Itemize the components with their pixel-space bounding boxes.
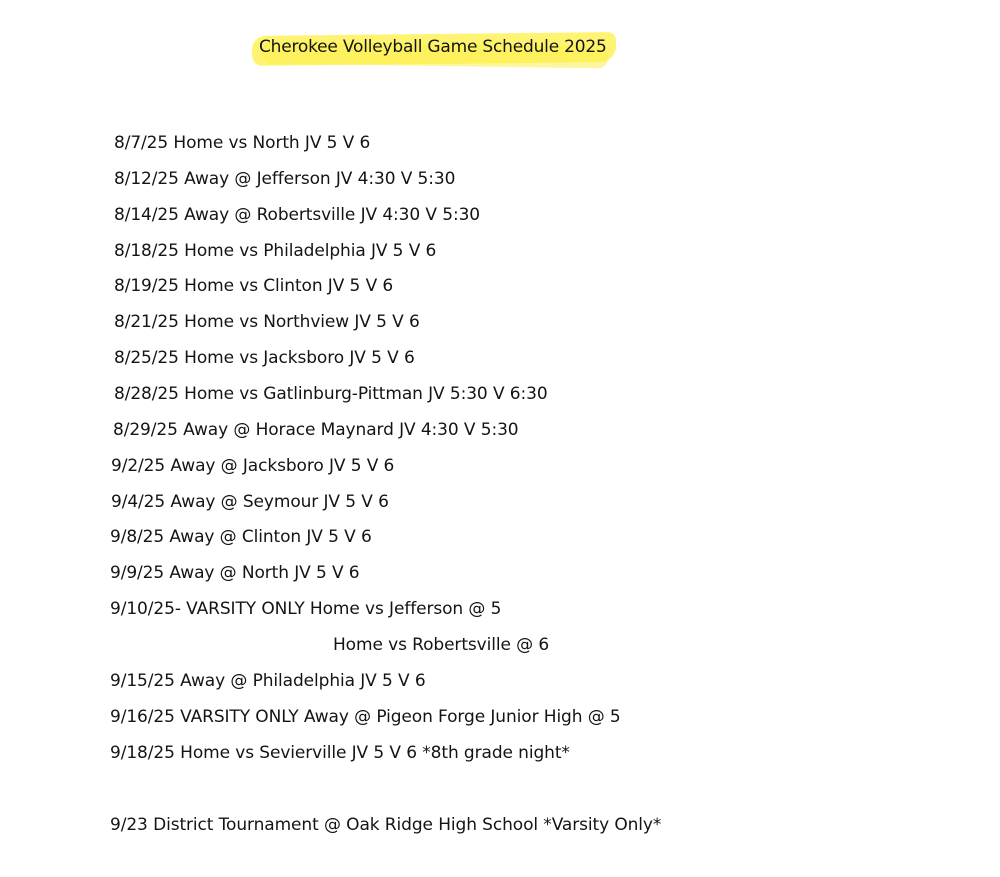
schedule-row: 9/18/25 Home vs Sevierville JV 5 V 6 *8th grade night*: [110, 743, 570, 763]
schedule-row: 8/12/25 Away @ Jefferson JV 4:30 V 5:30: [114, 169, 456, 189]
schedule-row: 8/7/25 Home vs North JV 5 V 6: [114, 133, 371, 153]
schedule-row: 9/16/25 VARSITY ONLY Away @ Pigeon Forge Junior High @ 5: [110, 707, 621, 727]
schedule-row: 8/29/25 Away @ Horace Maynard JV 4:30 V 5:30: [113, 420, 519, 440]
schedule-row-continuation: Home vs Robertsville @ 6: [333, 635, 550, 655]
page-title: Cherokee Volleyball Game Schedule 2025: [259, 37, 607, 57]
schedule-row: 8/18/25 Home vs Philadelphia JV 5 V 6: [114, 241, 437, 261]
schedule-row: 8/19/25 Home vs Clinton JV 5 V 6: [114, 276, 394, 296]
schedule-row: 8/14/25 Away @ Robertsville JV 4:30 V 5:30: [114, 205, 481, 225]
schedule-row: 9/8/25 Away @ Clinton JV 5 V 6: [110, 527, 372, 547]
schedule-row: 9/2/25 Away @ Jacksboro JV 5 V 6: [111, 456, 395, 476]
schedule-row-tournament: 9/23 District Tournament @ Oak Ridge High School *Varsity Only*: [110, 815, 662, 835]
schedule-row: 9/4/25 Away @ Seymour JV 5 V 6: [111, 492, 389, 512]
schedule-row: 9/9/25 Away @ North JV 5 V 6: [110, 563, 360, 583]
schedule-row: 8/21/25 Home vs Northview JV 5 V 6: [114, 312, 420, 332]
schedule-row: 8/28/25 Home vs Gatlinburg-Pittman JV 5:30 V 6:30: [114, 384, 548, 404]
schedule-row: 9/15/25 Away @ Philadelphia JV 5 V 6: [110, 671, 426, 691]
schedule-row: 9/10/25- VARSITY ONLY Home vs Jefferson @ 5: [110, 599, 502, 619]
schedule-row: 8/25/25 Home vs Jacksboro JV 5 V 6: [114, 348, 415, 368]
